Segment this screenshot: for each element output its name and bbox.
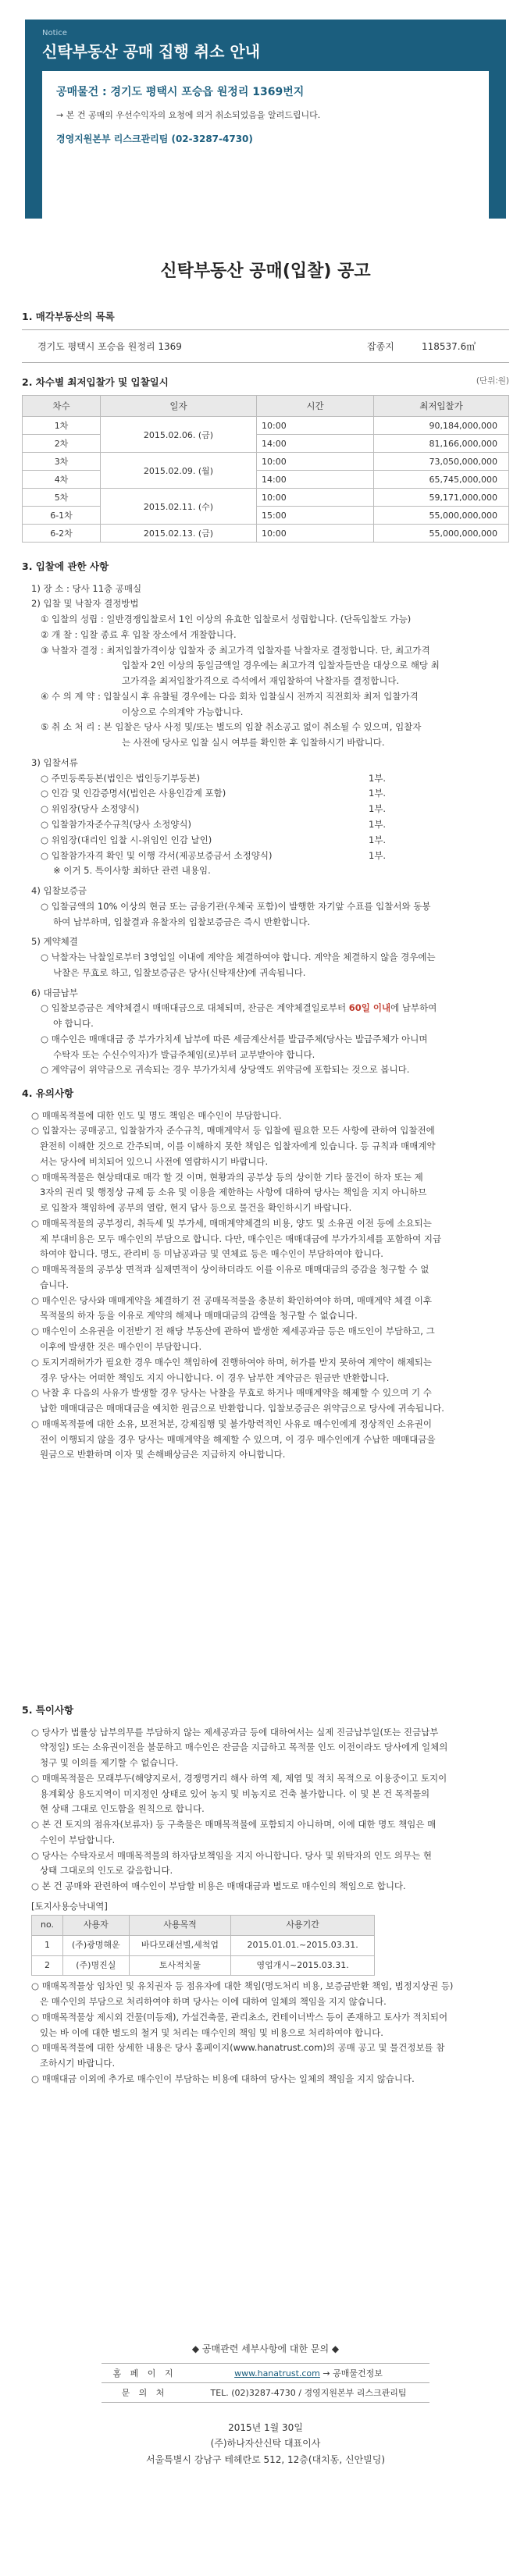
- rule-line: 는 사전에 당사로 입찰 실시 여부를 확인한 후 입찰하시기 바랍니다.: [122, 737, 385, 749]
- col-header: 사용자: [63, 1915, 130, 1935]
- company-name: (주)하나자산신탁 대표이사: [210, 2438, 321, 2450]
- date-cell: 2015.02.13. (금): [101, 525, 257, 543]
- section-title: 3. 입찰에 관한 사항: [22, 560, 109, 572]
- rule-line: 3) 입찰서류: [31, 756, 78, 768]
- caution-item: ○ 매수인이 소유권을 이전받기 전 해당 부동산에 관하여 발생한 제세공과금 등은 매도인이 부담하고, 그 이후에 발생한 것은 매수인이 부담합니다.: [31, 1325, 435, 1352]
- homepage-link[interactable]: www.hanatrust.com: [234, 2368, 320, 2379]
- note-item: ○ 매매목적물상 임차인 및 유치권자 등 점유자에 대한 책임(명도처리 비용, 보증금반환 책임, 법정지상권 등) 은 매수인의 부담으로 처리하여야 하며 당사는 이에 대하여 일체의 책임을 지지 않습니다.: [31, 1980, 454, 2008]
- round-cell: 5차: [23, 489, 101, 507]
- table-row: [32, 1935, 375, 1955]
- table-row: [23, 489, 509, 507]
- land-use-table-title: [토지사용승낙내역]: [31, 1900, 108, 1912]
- table-row: [23, 435, 509, 453]
- round-cell: 6-1차: [23, 507, 101, 525]
- price-cell: 55,000,000,000: [374, 507, 509, 525]
- doc-count: 1부.: [369, 772, 387, 784]
- table-row: [32, 1955, 375, 1976]
- doc-item: ○ 입찰참가자준수규칙(당사 소정양식): [41, 818, 191, 830]
- rule-line: ⑤ 취 소 처 리 : 본 입찰은 당사 사정 및/또는 별도의 입찰 취소공고 없이 취소될 수 있으며, 입찰자: [41, 721, 422, 733]
- page-title: 신탁부동산 공매(입찰) 공고: [160, 262, 371, 281]
- col-header: 일자: [101, 396, 257, 417]
- doc-list: [22, 771, 509, 864]
- table-row: [23, 471, 509, 489]
- property-address: 경기도 평택시 포승읍 원정리 1369: [22, 330, 361, 363]
- property-table: [22, 329, 509, 363]
- rule-line: 5) 계약체결: [31, 936, 78, 948]
- table-cell: 바다모래선별,세척업: [129, 1935, 231, 1955]
- unit-label: (단위:원): [476, 376, 509, 386]
- schedule-table: [22, 395, 509, 543]
- rule-line: 고가격을 최저입찰가격으로 즉석에서 재입찰하여 낙찰자를 결정합니다.: [122, 675, 400, 687]
- rule-line: ○ 낙찰자는 낙찰일로부터 3영업일 이내에 계약을 체결하여야 합니다. 계약을 체결하지 않을 경우에는: [41, 952, 436, 963]
- property-area: 118537.6㎡: [415, 330, 509, 363]
- caution-item: ○ 매매목적물에 대한 인도 및 명도 책임은 매수인이 부담합니다.: [31, 1109, 282, 1121]
- note-item: ○ 매매목적물은 모래부두(해양지로서, 경쟁명거리 해사 하역 제, 제염 및 적치 목적으로 이용중이고 토지이 용계획상 용도지역이 미지정인 상태로 있어 농지 및 비농지로 건축 불가합니다. 이 및 본 건 목적물의 현 상태 그대로 인도함을 원칙으로 합니다.: [31, 1772, 447, 1815]
- price-cell: 55,000,000,000: [374, 525, 509, 543]
- contact-label: 문 의 처: [102, 2383, 187, 2403]
- section-cautions: [22, 1085, 509, 1463]
- time-cell: 10:00: [257, 525, 374, 543]
- doc-item: ○ 인감 및 인감증명서(법인은 사용인감계 포함): [41, 788, 226, 799]
- section-bid-schedule: [22, 375, 509, 543]
- price-cell: 90,184,000,000: [374, 417, 509, 435]
- table-row: [23, 507, 509, 525]
- round-cell: 2차: [23, 435, 101, 453]
- rule-line: ② 개 찰 : 입찰 종료 후 입찰 장소에서 개찰합니다.: [41, 628, 237, 640]
- payment-text: ○ 입찰보증금은 계약체결시 매매대금으로 대체되며, 잔금은 계약체결일로부터: [41, 1002, 349, 1014]
- price-cell: 65,745,000,000: [374, 471, 509, 489]
- payment-line: [41, 1001, 509, 1016]
- notice-tag: Notice: [42, 29, 67, 37]
- table-row: [23, 453, 509, 471]
- rule-line: ③ 낙찰자 결정 : 최저입찰가격이상 입찰자 중 최고가격 입찰자를 낙찰자로 결정합니다. 단, 최고가격: [41, 644, 430, 656]
- notice-property: 공매물건 : 경기도 평택시 포승읍 원정리 1369번지: [56, 86, 305, 98]
- rule-line: 입찰자 2인 이상의 동일금액일 경우에는 최고가격 입찰자들만을 대상으로 해당 최: [122, 660, 440, 671]
- note-item: ○ 본 건 토지의 점유자(보류자) 등 구축물은 매매목적물에 포함되지 아니하며, 이에 대한 명도 책임은 매 수인이 부담합니다.: [31, 1819, 437, 1845]
- table-cell: (주)명진실: [63, 1955, 130, 1976]
- doc-count: 1부.: [369, 818, 387, 830]
- rule-line: 2) 입찰 및 낙찰자 결정방법: [31, 598, 139, 610]
- section-title: 5. 특이사항: [22, 1704, 74, 1716]
- time-cell: 10:00: [257, 489, 374, 507]
- footer: [0, 2342, 531, 2467]
- caution-item: ○ 매매목적물의 공부상 면적과 실제면적이 상이하더라도 이를 이유로 매매대금의 증감을 청구할 수 없 습니다.: [31, 1264, 429, 1290]
- doc-item: ○ 위임장(당사 소정양식): [41, 803, 140, 815]
- signature-block: [0, 2420, 531, 2467]
- date-cell: 2015.02.11. (수): [101, 489, 257, 525]
- notice-contact: 경영지원본부 리스크관리팀 (02-3287-4730): [56, 133, 253, 144]
- doc-note: ※ 이거 5. 특이사항 최하단 관련 내용임.: [53, 865, 211, 877]
- rule-line: 이상으로 수의계약 가능합니다.: [122, 706, 244, 717]
- section-bid-rules: [22, 558, 509, 1078]
- round-cell: 1차: [23, 417, 101, 435]
- rule-line: ④ 수 의 계 약 : 입찰실시 후 유찰될 경우에는 다음 회차 입찰실시 전까지 직전회차 최저 입찰가격: [41, 690, 419, 702]
- property-category: 잡종지: [361, 330, 415, 363]
- doc-count: 1부.: [369, 849, 387, 861]
- footer-title: ◆ 공매관련 세부사항에 대한 문의 ◆: [191, 2343, 340, 2354]
- homepage-label: 홈 페 이 지: [102, 2364, 187, 2383]
- price-cell: 81,166,000,000: [374, 435, 509, 453]
- col-header: 차수: [23, 396, 101, 417]
- rule-line: 하여 납부하며, 입찰결과 유찰자의 입찰보증금은 즉시 반환합니다.: [53, 916, 311, 927]
- col-header: 시간: [257, 396, 374, 417]
- time-cell: 10:00: [257, 453, 374, 471]
- round-cell: 6-2차: [23, 525, 101, 543]
- contact-value: TEL. (02)3287-4730 / 경영지원본부 리스크관리팀: [187, 2383, 429, 2403]
- homepage-value: [187, 2364, 429, 2383]
- round-cell: 3차: [23, 453, 101, 471]
- time-cell: 15:00: [257, 507, 374, 525]
- notice-title: 신탁부동산 공매 집행 취소 안내: [42, 42, 261, 61]
- caution-item: ○ 매매목적물에 대한 소유, 보전처분, 강제집행 및 불가항력적인 사유로 매수인에게 정상적인 소유권이 전이 이행되지 않을 경우 당사는 매매계약을 해제할 수 있으며, 이 경우 매수인에게 수납한 매매대금을 원금으로 반환하며 이자 및 손해배상금은 지급하지 아니합니다.: [31, 1418, 436, 1461]
- caution-item: ○ 매수인은 당사와 매매계약을 체결하기 전 공매목적물을 충분히 확인하여야 하며, 매매계약 체결 이후 목적물의 하자 등을 이유로 계약의 해제나 매매대금의 감액을 청구할 수 없습니다.: [31, 1294, 433, 1322]
- table-cell: 2015.01.01.~2015.03.31.: [231, 1935, 375, 1955]
- note-item: ○ 매매대금 이외에 추가로 매수인이 부담하는 비용에 대하여 당사는 일체의 책임을 지지 않습니다.: [31, 2073, 415, 2084]
- caution-item: ○ 토지거래허가가 필요한 경우 매수인 책임하에 진행하여야 하며, 허가를 받지 못하여 계약이 해제되는 경우 당사는 어떠한 책임도 지지 아니합니다. 이 경우 납부한 계약금은 원금만 반환합니다.: [31, 1356, 433, 1383]
- doc-count: 1부.: [369, 803, 387, 815]
- caution-item: ○ 매매목적물은 현상태대로 매각 할 것 이며, 현황과의 공부상 등의 상이한 기타 물건이 하자 또는 제 3자의 권리 및 행정상 규제 등 소유 및 이용을 제한하는 사항에 대하여 당사는 책임을 지지 아니하므 로 입찰자 책임하에 공부의 열람, 현지 답사 등으로 물건을 확인하시기 바랍니다.: [31, 1171, 427, 1214]
- land-use-table: [31, 1915, 375, 1976]
- caution-item: ○ 매매목적물의 공부정리, 취득세 및 부가세, 매매계약체결의 비용, 양도 및 소유권 이전 등에 소요되는 제 부대비용은 모두 매수인의 부담으로 합니다. 다만, 매수인은 매매대금에 부가가치세를 포함하여 지급 하여야 합니다. 명도, 관리비 등 미납공과금 및 연체료 등은 매수인이 부담하여야 합니다.: [31, 1217, 442, 1260]
- table-cell: 2: [32, 1955, 63, 1976]
- rule-line: 1) 장 소 : 당사 11층 공매실: [31, 582, 142, 594]
- company-address: 서울특별시 강남구 테헤란로 512, 12층(대치동, 신안빌딩): [145, 2453, 386, 2465]
- announcement-date: 2015년 1월 30일: [228, 2422, 303, 2433]
- doc-item: ○ 주민등록등본(법인은 법인등기부등본): [41, 772, 201, 784]
- section-title: 4. 유의사항: [22, 1087, 74, 1099]
- note-item: ○ 당사가 법률상 납부의무를 부담하지 않는 제세공과금 등에 대하여서는 실제 진금납부일(또는 진금납부 약정일) 또는 소유권이전을 불문하고 매수인은 잔금을 지급하고 목적물 인도 이전이라도 당사에게 일체의 청구 및 이의를 제기할 수 없습니다.: [31, 1726, 448, 1769]
- payment-text: 에 납부하여: [390, 1002, 437, 1014]
- table-row: [23, 417, 509, 435]
- note-item: ○ 매매목적물상 제시외 건물(미등재), 가설건축물, 관리초소, 컨테이너박스 등이 존재하고 토사가 적치되어 있는 바 이에 대한 별도의 철거 및 처리는 매수인의 책임 및 비용으로 처리하여야 합니다.: [31, 2011, 448, 2038]
- round-cell: 4차: [23, 471, 101, 489]
- note-item: ○ 매매목적물에 대한 상세한 내용은 당사 홈페이지(www.hanatrust.com)의 공매 공고 및 물건정보를 참 조하시기 바랍니다.: [31, 2042, 445, 2069]
- contact-table: [102, 2363, 429, 2403]
- note-item: ○ 본 건 공매와 관련하여 매수인이 부담할 비용은 매매대금과 별도로 매수인의 책임으로 합니다.: [31, 1880, 406, 1892]
- section-property-list: [22, 309, 509, 363]
- section-title: 2. 차수별 최저입찰가 및 입찰일시: [22, 376, 169, 388]
- time-cell: 10:00: [257, 417, 374, 435]
- doc-count: 1부.: [369, 788, 387, 799]
- rule-line: 수탁자 또는 수신수익자)가 발급주체임(로)부터 교부받아야 합니다.: [53, 1048, 315, 1060]
- rule-line: 6) 대금납부: [31, 987, 78, 998]
- rule-line: 낙찰은 무효로 하고, 입찰보증금은 당사(신탁재산)에 귀속됩니다.: [53, 966, 306, 978]
- notice-message: → 본 건 공매의 우선수익자의 요청에 의거 취소되었음을 알려드립니다.: [56, 110, 321, 120]
- rule-line: ○ 입찰금액의 10% 이상의 현금 또는 금융기관(우체국 포함)이 발행한 자기앞 수표를 입찰서와 동봉: [41, 900, 431, 912]
- table-cell: 1: [32, 1935, 63, 1955]
- doc-count: 1부.: [369, 834, 387, 845]
- rule-line: ○ 매수인은 매매대금 중 부가가치세 납부에 따른 세금계산서를 발급주체(당사는 발급주체가 아니며: [41, 1033, 428, 1044]
- doc-item: ○ 위임장(대리인 입찰 시-위임인 인감 날인): [41, 834, 212, 845]
- rule-line: ○ 계약금이 위약금으로 귀속되는 경우 부가가치세 상당액도 위약금에 포함되는 것으로 봅니다.: [41, 1064, 410, 1076]
- table-cell: 토사적치물: [129, 1955, 231, 1976]
- payment-deadline: 60일 이내: [348, 1002, 391, 1014]
- doc-item: ○ 입찰참가자격 확인 및 이행 각서(제공보증금서 소정양식): [41, 849, 273, 861]
- cancel-notice-banner: [25, 20, 506, 219]
- caution-item: ○ 입찰자는 공매공고, 입찰참가자 준수규칙, 매매계약서 등 입찰에 필요한 모든 사항에 관하여 입찰전에 완전히 이해한 것으로 간주되며, 이를 이해하지 못한 책임은 입찰자에게 있습니다. 등 규칙과 매매계약 서는 당사에 비치되어 있으니 사전에 열람하시기 바랍니다.: [31, 1125, 436, 1167]
- date-cell: 2015.02.06. (금): [101, 417, 257, 453]
- table-cell: (주)광명해운: [63, 1935, 130, 1955]
- price-cell: 73,050,000,000: [374, 453, 509, 471]
- col-header: no.: [32, 1915, 63, 1935]
- rule-line: 야 합니다.: [53, 1018, 94, 1030]
- col-header: 사용목적: [129, 1915, 231, 1935]
- col-header: 사용기간: [231, 1915, 375, 1935]
- col-header: 최저입찰가: [374, 396, 509, 417]
- date-cell: 2015.02.09. (월): [101, 453, 257, 489]
- notice-box: [42, 71, 489, 219]
- section-title: 1. 매각부동산의 목록: [22, 311, 115, 322]
- caution-item: ○ 낙찰 후 다음의 사유가 발생할 경우 당사는 낙찰을 무효로 하거나 매매계약을 해제할 수 있으며 기 수 납한 매매대금은 매매대금을 예치한 원금으로 반환합니다. 입찰보증금은 위약금으로 당사에 귀속됩니다.: [31, 1387, 444, 1414]
- homepage-extra: → 공매물건정보: [323, 2368, 383, 2379]
- rule-line: ① 입찰의 성립 : 일반경쟁입찰로서 1인 이상의 유효한 입찰로서 성립합니다. (단독입찰도 가능): [41, 614, 412, 625]
- time-cell: 14:00: [257, 435, 374, 453]
- time-cell: 14:00: [257, 471, 374, 489]
- table-cell: 영업개시~2015.03.31.: [231, 1955, 375, 1976]
- section-special-notes: [22, 1702, 509, 2087]
- note-item: ○ 당사는 수탁자로서 매매목적물의 하자담보책임을 지지 아니합니다. 당사 및 위탁자의 인도 의무는 현 상태 그대로의 인도로 갈음합니다.: [31, 1849, 433, 1877]
- rule-line: 4) 입찰보증금: [31, 885, 87, 897]
- price-cell: 59,171,000,000: [374, 489, 509, 507]
- table-row: [23, 525, 509, 543]
